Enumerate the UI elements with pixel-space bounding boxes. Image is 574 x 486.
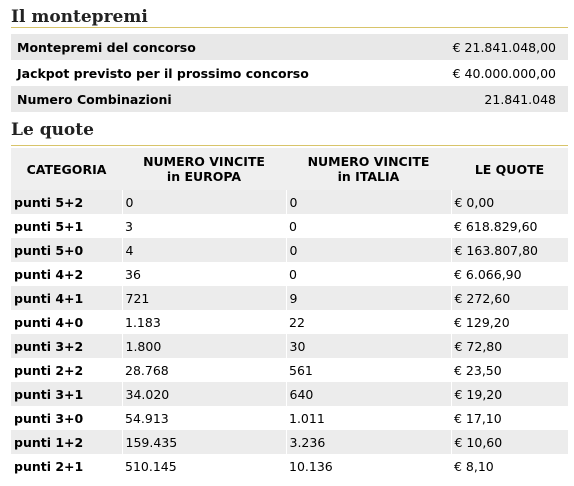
europa-cell: 0 (122, 190, 286, 214)
header-italia-line2: in ITALIA (337, 169, 400, 184)
header-vincite-italia (286, 148, 451, 190)
quote-table (11, 148, 568, 478)
combinazioni-row (11, 86, 568, 112)
table-row (11, 382, 568, 406)
europa-cell: 54.913 (122, 406, 286, 430)
italia-cell: 561 (286, 358, 451, 382)
header-europa-line2: in EUROPA (166, 169, 242, 184)
italia-cell: 0 (286, 262, 451, 286)
categoria-cell: punti 4+2 (11, 262, 122, 286)
table-row (11, 238, 568, 262)
quota-cell: € 10,60 (451, 430, 568, 454)
quota-cell: € 618.829,60 (451, 214, 568, 238)
quota-cell: € 23,50 (451, 358, 568, 382)
jackpot-label: Jackpot previsto per il prossimo concorso (11, 60, 407, 86)
table-row (11, 262, 568, 286)
quota-cell: € 19,20 (451, 382, 568, 406)
europa-cell: 34.020 (122, 382, 286, 406)
categoria-cell: punti 3+1 (11, 382, 122, 406)
italia-cell: 10.136 (286, 454, 451, 478)
categoria-cell: punti 5+0 (11, 238, 122, 262)
montepremi-row (11, 34, 568, 60)
italia-cell: 3.236 (286, 430, 451, 454)
quota-cell: € 72,80 (451, 334, 568, 358)
table-row (11, 214, 568, 238)
italia-cell: 0 (286, 214, 451, 238)
jackpot-row (11, 60, 568, 86)
italia-cell: 30 (286, 334, 451, 358)
header-vincite-europa (122, 148, 286, 190)
combinazioni-label: Numero Combinazioni (11, 86, 407, 112)
europa-cell: 4 (122, 238, 286, 262)
table-row (11, 334, 568, 358)
montepremi-table (11, 34, 568, 112)
categoria-cell: punti 1+2 (11, 430, 122, 454)
table-row (11, 454, 568, 478)
italia-cell: 9 (286, 286, 451, 310)
categoria-cell: punti 3+0 (11, 406, 122, 430)
table-row (11, 406, 568, 430)
table-row (11, 190, 568, 214)
montepremi-title: Il montepremi (11, 7, 148, 27)
table-row (11, 358, 568, 382)
italia-cell: 0 (286, 190, 451, 214)
quota-cell: € 8,10 (451, 454, 568, 478)
categoria-cell: punti 2+1 (11, 454, 122, 478)
italia-cell: 0 (286, 238, 451, 262)
categoria-cell: punti 3+2 (11, 334, 122, 358)
quote-title: Le quote (11, 120, 94, 140)
header-italia-line1: NUMERO VINCITE (307, 154, 430, 169)
europa-cell: 721 (122, 286, 286, 310)
europa-cell: 1.800 (122, 334, 286, 358)
header-europa-line1: NUMERO VINCITE (143, 154, 265, 169)
categoria-cell: punti 5+2 (11, 190, 122, 214)
header-quote: LE QUOTE (451, 148, 568, 190)
quota-cell: € 0,00 (451, 190, 568, 214)
quota-cell: € 129,20 (451, 310, 568, 334)
montepremi-label: Montepremi del concorso (11, 34, 407, 60)
italia-cell: 22 (286, 310, 451, 334)
categoria-cell: punti 4+1 (11, 286, 122, 310)
italia-cell: 640 (286, 382, 451, 406)
table-row (11, 286, 568, 310)
europa-cell: 510.145 (122, 454, 286, 478)
montepremi-value: € 21.841.048,00 (407, 34, 568, 60)
europa-cell: 28.768 (122, 358, 286, 382)
montepremi-divider (11, 27, 568, 28)
categoria-cell: punti 5+1 (11, 214, 122, 238)
jackpot-value: € 40.000.000,00 (407, 60, 568, 86)
europa-cell: 159.435 (122, 430, 286, 454)
table-row (11, 310, 568, 334)
quota-cell: € 17,10 (451, 406, 568, 430)
europa-cell: 1.183 (122, 310, 286, 334)
header-categoria: CATEGORIA (11, 148, 122, 190)
quota-cell: € 163.807,80 (451, 238, 568, 262)
europa-cell: 36 (122, 262, 286, 286)
categoria-cell: punti 4+0 (11, 310, 122, 334)
quote-header-row (11, 148, 568, 190)
combinazioni-value: 21.841.048 (407, 86, 568, 112)
quote-divider (11, 145, 568, 146)
quota-cell: € 6.066,90 (451, 262, 568, 286)
quota-cell: € 272,60 (451, 286, 568, 310)
europa-cell: 3 (122, 214, 286, 238)
categoria-cell: punti 2+2 (11, 358, 122, 382)
italia-cell: 1.011 (286, 406, 451, 430)
table-row (11, 430, 568, 454)
